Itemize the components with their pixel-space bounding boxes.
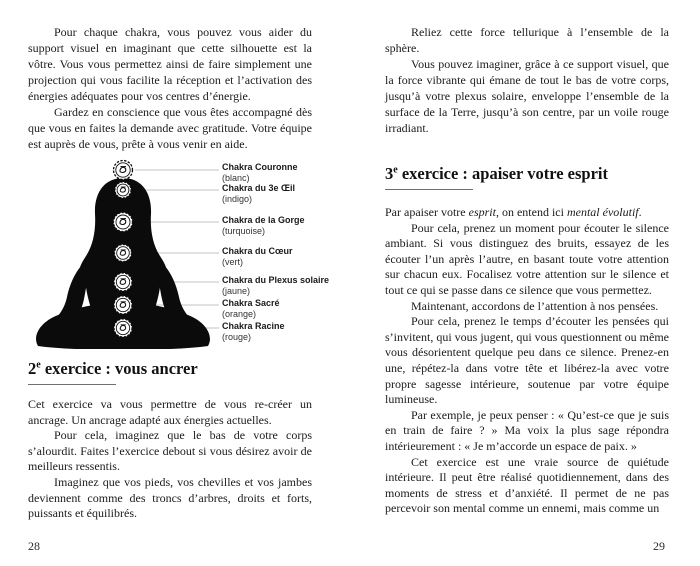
paragraph: Vous pouvez imaginer, grâce à ce support visuel, que la force vibrante qui émane de tout le bas de votre corps, jusqu’à votre plexus solaire, enveloppe l’ensemble de la surface de la Terre, jusqu’à son centre, par un voile rouge irradiant. — [385, 57, 669, 135]
chakra-label-troisieme-oeil: Chakra du 3e Œil (indigo) — [222, 183, 296, 204]
right-page — [385, 0, 669, 566]
chakra-troisieme-oeil-icon — [115, 182, 131, 198]
paragraph: Cet exercice va vous permettre de vous re-créer un ancrage. Un ancrage adapté aux énergies actuelles. — [28, 397, 312, 427]
heading-rule — [28, 384, 116, 385]
section-heading-exercice-2: 2e exercice : vous ancrer — [28, 359, 312, 385]
meditation-silhouette-graphic — [28, 157, 222, 349]
section-heading-exercice-3: 3e exercice : apaiser votre esprit — [385, 164, 669, 190]
chakra-label-racine: Chakra Racine (rouge) — [222, 321, 285, 342]
paragraph: Reliez cette force tellurique à l’ensemble de la sphère. — [385, 25, 669, 55]
chakra-label-coeur: Chakra du Cœur (vert) — [222, 246, 293, 267]
heading-rule — [385, 189, 473, 190]
chakra-coeur-icon — [115, 245, 132, 262]
paragraph: Pour chaque chakra, vous pouvez vous aider du support visuel en imaginant que cette silhouette est la vôtre. Vous vous permettez ainsi de faire simplement une projection qui vous facilite la réception et l’activation des énergies adéquates pour vos centres d’énergie. — [28, 25, 312, 103]
chakra-couronne-icon — [114, 161, 133, 180]
chakra-racine-icon — [114, 319, 132, 337]
left-page — [28, 0, 330, 566]
paragraph: Pour cela, imaginez que le bas de votre corps s’alourdit. Faites l’exercice debout si vous désirez avoir de meilleurs ressentis. — [28, 428, 312, 474]
paragraph: Imaginez que vos pieds, vos chevilles et vos jambes deviennent comme des troncs d’arbres, droits et forts, puissants et équilibrés. — [28, 474, 312, 521]
paragraph: Gardez en conscience que vous êtes accompagné dès que vous en faites la demande avec gratitude. Votre équipe est auprès de vous, prête à vous venir en aide. — [28, 105, 312, 151]
paragraph: Cet exercice est une vraie source de quiétude intérieure. Il peut être réalisé quotidiennement, dans des moments de stress et d’anxiété. Il permet de ne pas percevoir son mental comme un ennemi, mais comme un — [385, 454, 669, 516]
chakra-label-couronne: Chakra Couronne (blanc) — [222, 162, 298, 183]
page-number-right: 29 — [653, 539, 665, 553]
chakra-label-gorge: Chakra de la Gorge (turquoise) — [222, 215, 305, 236]
page-number-left: 28 — [28, 539, 40, 553]
chakra-sacre-icon — [114, 296, 132, 314]
chakra-gorge-icon — [114, 213, 133, 232]
chakra-plexus-solaire-icon — [114, 273, 132, 291]
paragraph: Par apaiser votre esprit, on entend ici mental évolutif. — [385, 205, 642, 219]
paragraph: Par exemple, je peux penser : « Qu’est-ce que je suis en train de faire ? » Ma voix la plus sage répondra intérieurement : « Je m’accorde un espace de paix. » — [385, 407, 669, 453]
chakra-figure — [28, 157, 330, 349]
paragraph: Pour cela, prenez un moment pour écouter le silence ambiant. Si vous distinguez des bruits, essayez de les écouter l’un après l’autre, en basant toute votre attention sur chacun eux. Focalisez votre attention sur le silence et tout ce qui se passe dans ce silence que vous permettez. — [385, 220, 669, 297]
paragraph: Maintenant, accordons de l’attention à nos pensées. — [411, 298, 659, 313]
chakra-label-sacre: Chakra Sacré (orange) — [222, 298, 280, 319]
paragraph: Pour cela, prenez le temps d’écouter les pensées qui s’invitent, qui vous jugent, qui vous questionnent ou même vous désorientent quelque peu dans ce silence. Prenez-en une, répétez-la dans votre tête et libérez-la avec votre propre sagesse intérieure, soutenue par votre équipe lumineuse. — [385, 314, 669, 407]
chakra-label-plexus-solaire: Chakra du Plexus solaire (jaune) — [222, 275, 330, 296]
